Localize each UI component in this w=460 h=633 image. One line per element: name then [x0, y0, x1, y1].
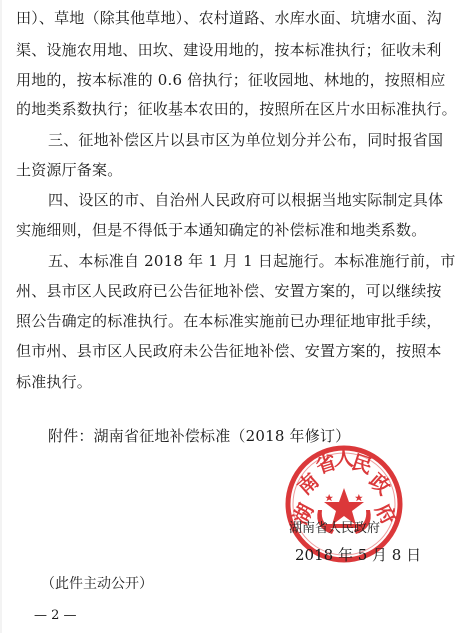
body-line-13: 标准执行。	[16, 373, 93, 391]
body-line-2: 渠、设施农用地、田坎、建设用地的，按本标准执行；征收未利	[16, 41, 442, 59]
body-line-3: 用地的，按本标准的 0.6 倍执行；征收园地、林地的，按照相应	[16, 71, 446, 89]
signature-organization: 湖南省人民政府	[289, 521, 381, 536]
page-number: — 2 —	[34, 608, 77, 623]
body-line-9: 五、本标准自 2018 年 1 月 1 日起施行。本标准施行前，市	[48, 252, 456, 270]
page-edge	[0, 0, 2, 633]
body-line-5: 三、征地补偿区片以县市区为单位划分并公布，同时报省国	[48, 131, 444, 149]
body-line-11: 照公告确定的标准执行。在本标准实施前已办理征地审批手续，	[16, 312, 442, 330]
body-line-7: 四、设区的市、自治州人民政府可以根据当地实际制定具体	[48, 191, 444, 209]
body-line-10: 州、县市区人民政府已公告征地补偿、安置方案的，可以继续按	[16, 282, 442, 300]
body-line-8: 实施细则，但是不得低于本通知确定的补偿标准和地类系数。	[16, 221, 427, 239]
disclosure-note: （此件主动公开）	[41, 576, 153, 592]
body-line-12: 但市州、县市区人民政府未公告征地补偿、安置方案的，按照本	[16, 342, 442, 360]
body-line-1: 田）、草地（除其他草地）、农村道路、水库水面、坑塘水面、沟	[16, 9, 442, 27]
signature-date: 2018 年 5 月 8 日	[295, 546, 422, 564]
body-line-6: 土资源厅备案。	[16, 161, 123, 179]
body-line-4: 的地类系数执行；征收基本农田的，按照所在区片水田标准执行。	[16, 100, 457, 118]
attachment-line: 附件：湖南省征地补偿标准（2018 年修订）	[48, 427, 351, 445]
seal-lettering: 湖 南 省 人 民 政 府	[287, 446, 402, 529]
